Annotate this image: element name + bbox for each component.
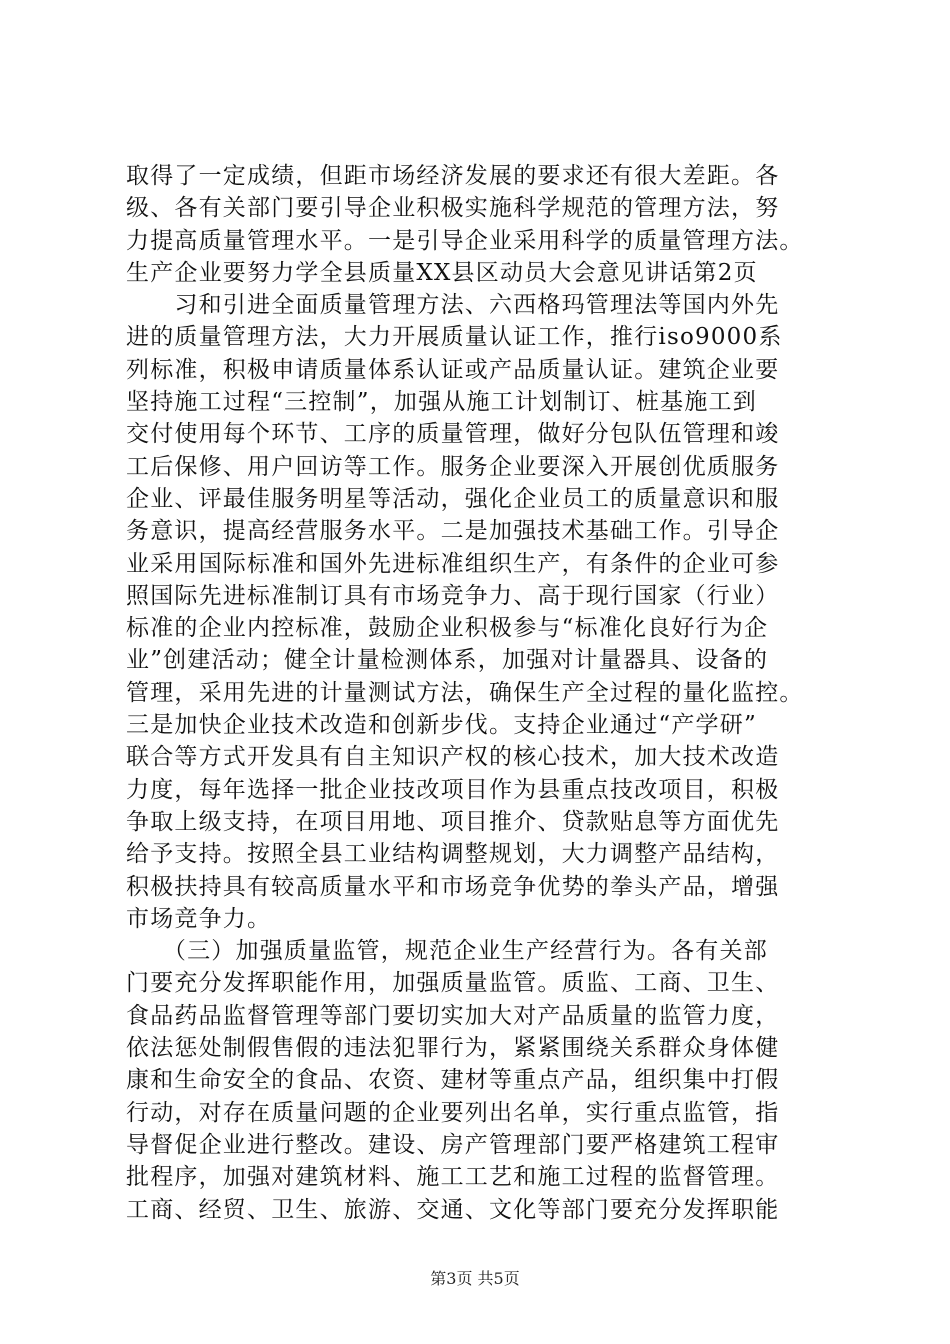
text-line: 给予支持。按照全县工业结构调整规划，大力调整产品结构， (126, 841, 780, 868)
text-line: 生产企业要努力学全县质量XX县区动员大会意见讲话第2页 (126, 259, 758, 286)
text-line: （三）加强质量监管，规范企业生产经营行为。各有关部 (126, 938, 768, 965)
text-line: 依法惩处制假售假的违法犯罪行为，紧紧围绕关系群众身体健 (126, 1035, 780, 1062)
text-line: 食品药品监督管理等部门要切实加大对产品质量的监管力度， (126, 1002, 780, 1029)
text-line: 务意识，提高经营服务水平。二是加强技术基础工作。引导企 (126, 518, 780, 545)
text-line: 照国际先进标准制订具有市场竞争力、高于现行国家（行业） (126, 582, 780, 609)
text-line: 三是加快企业技术改造和创新步伐。支持企业通过“产学研” (126, 712, 757, 739)
text-line: 取得了一定成绩，但距市场经济发展的要求还有很大差距。各 (126, 163, 780, 189)
text-line: 力提高质量管理水平。一是引导企业采用科学的质量管理方法。 (126, 227, 804, 254)
text-line: 工商、经贸、卫生、旅游、交通、文化等部门要充分发挥职能 (126, 1196, 780, 1223)
text-line: 交付使用每个环节、工序的质量管理，做好分包队伍管理和竣 (126, 421, 780, 448)
text-line: 行动，对存在质量问题的企业要列出名单，实行重点监管，指 (126, 1099, 780, 1126)
page-footer: 第3页 共5页 (430, 1269, 520, 1288)
text-line: 导督促企业进行整改。建设、房产管理部门要严格建筑工程审 (126, 1131, 780, 1158)
text-line: 业”创建活动；健全计量检测体系，加强对计量器具、设备的 (126, 647, 769, 674)
text-line: 企业、评最佳服务明星等活动，强化企业员工的质量意识和服 (126, 485, 780, 512)
text-line: 工后保修、用户回访等工作。服务企业要深入开展创优质服务 (126, 453, 780, 480)
text-line: 业采用国际标准和国外先进标准组织生产，有条件的企业可参 (126, 550, 780, 577)
body-text (126, 160, 846, 1226)
text-line: 管理，采用先进的计量测试方法，确保生产全过程的量化监控。 (126, 679, 804, 706)
text-line: 门要充分发挥职能作用，加强质量监管。质监、工商、卫生、 (126, 970, 780, 997)
text-line: 批程序，加强对建筑材料、施工工艺和施工过程的监督管理。 (126, 1164, 780, 1191)
text-line: 列标准，积极申请质量体系认证或产品质量认证。建筑企业要 (126, 356, 780, 383)
text-line: 坚持施工过程“三控制”，加强从施工计划制订、桩基施工到 (126, 389, 757, 416)
text-line: 力度，每年选择一批企业技改项目作为县重点技改项目，积极 (126, 776, 780, 803)
text-line: 级、各有关部门要引导企业积极实施科学规范的管理方法，努 (126, 195, 780, 222)
text-line: 进的质量管理方法，大力开展质量认证工作，推行iso9000系 (126, 324, 783, 351)
text-line: 市场竞争力。 (126, 905, 272, 932)
text-line: 标准的企业内控标准，鼓励企业积极参与“标准化良好行为企 (126, 615, 769, 642)
text-line: 习和引进全面质量管理方法、六西格玛管理法等国内外先 (126, 292, 780, 319)
text-line: 康和生命安全的食品、农资、建材等重点产品，组织集中打假 (126, 1067, 780, 1094)
text-line: 争取上级支持，在项目用地、项目推介、贷款贴息等方面优先 (126, 808, 780, 835)
text-line: 联合等方式开发具有自主知识产权的核心技术，加大技术改造 (126, 744, 780, 771)
text-line: 积极扶持具有较高质量水平和市场竞争优势的拳头产品，增强 (126, 873, 780, 900)
